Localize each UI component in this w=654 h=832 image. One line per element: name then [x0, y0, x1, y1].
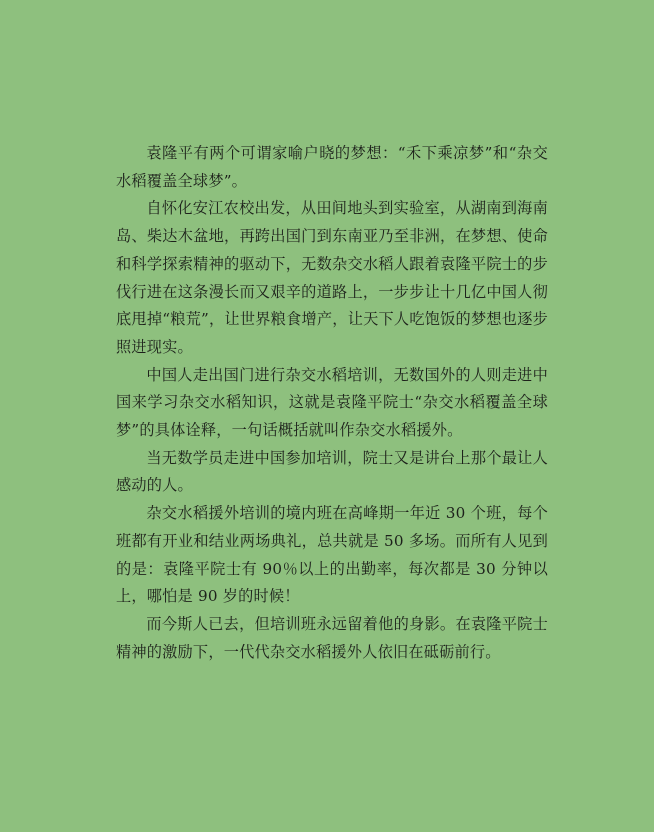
paragraph-3: 中国人走出国门进行杂交水稻培训，无数国外的人则走进中国来学习杂交水稻知识，这就是袁隆平院士“杂交水稻覆盖全球梦”的具体诠释，一句话概括就叫作杂交水稻援外。: [116, 365, 548, 440]
paragraph-1: 袁隆平有两个可谓家喻户晓的梦想：“禾下乘凉梦”和“杂交水稻覆盖全球梦”。: [116, 144, 548, 190]
paragraph-6: 而今斯人已去，但培训班永远留着他的身影。在袁隆平院士精神的激励下，一代代杂交水稻援外人依旧在砥砺前行。: [116, 614, 548, 661]
paragraph-5: 杂交水稻援外培训的境内班在高峰期一年近 30 个班，每个班都有开业和结业两场典礼，总共就是 50 多场。而所有人见到的是：袁隆平院士有 90％以上的出勤率，每次都是 30 分钟以上，哪怕是 90 岁的时候！: [116, 504, 548, 606]
paragraph-4: 当无数学员走进中国参加培训，院士又是讲台上那个最让人感动的人。: [116, 448, 548, 495]
document-page: [116, 140, 548, 666]
paragraph-2: 自怀化安江农校出发，从田间地头到实验室，从湖南到海南岛、柴达木盆地，再跨出国门到东南亚乃至非洲，在梦想、使命和科学探索精神的驱动下，无数杂交水稻人跟着袁隆平院士的步伐行进在这条漫长而又艰辛的道路上，一步步让十几亿中国人彻底甩掉“粮荒”，让世界粮食增产，让天下人吃饱饭的梦想也逐步照进现实。: [116, 199, 548, 356]
